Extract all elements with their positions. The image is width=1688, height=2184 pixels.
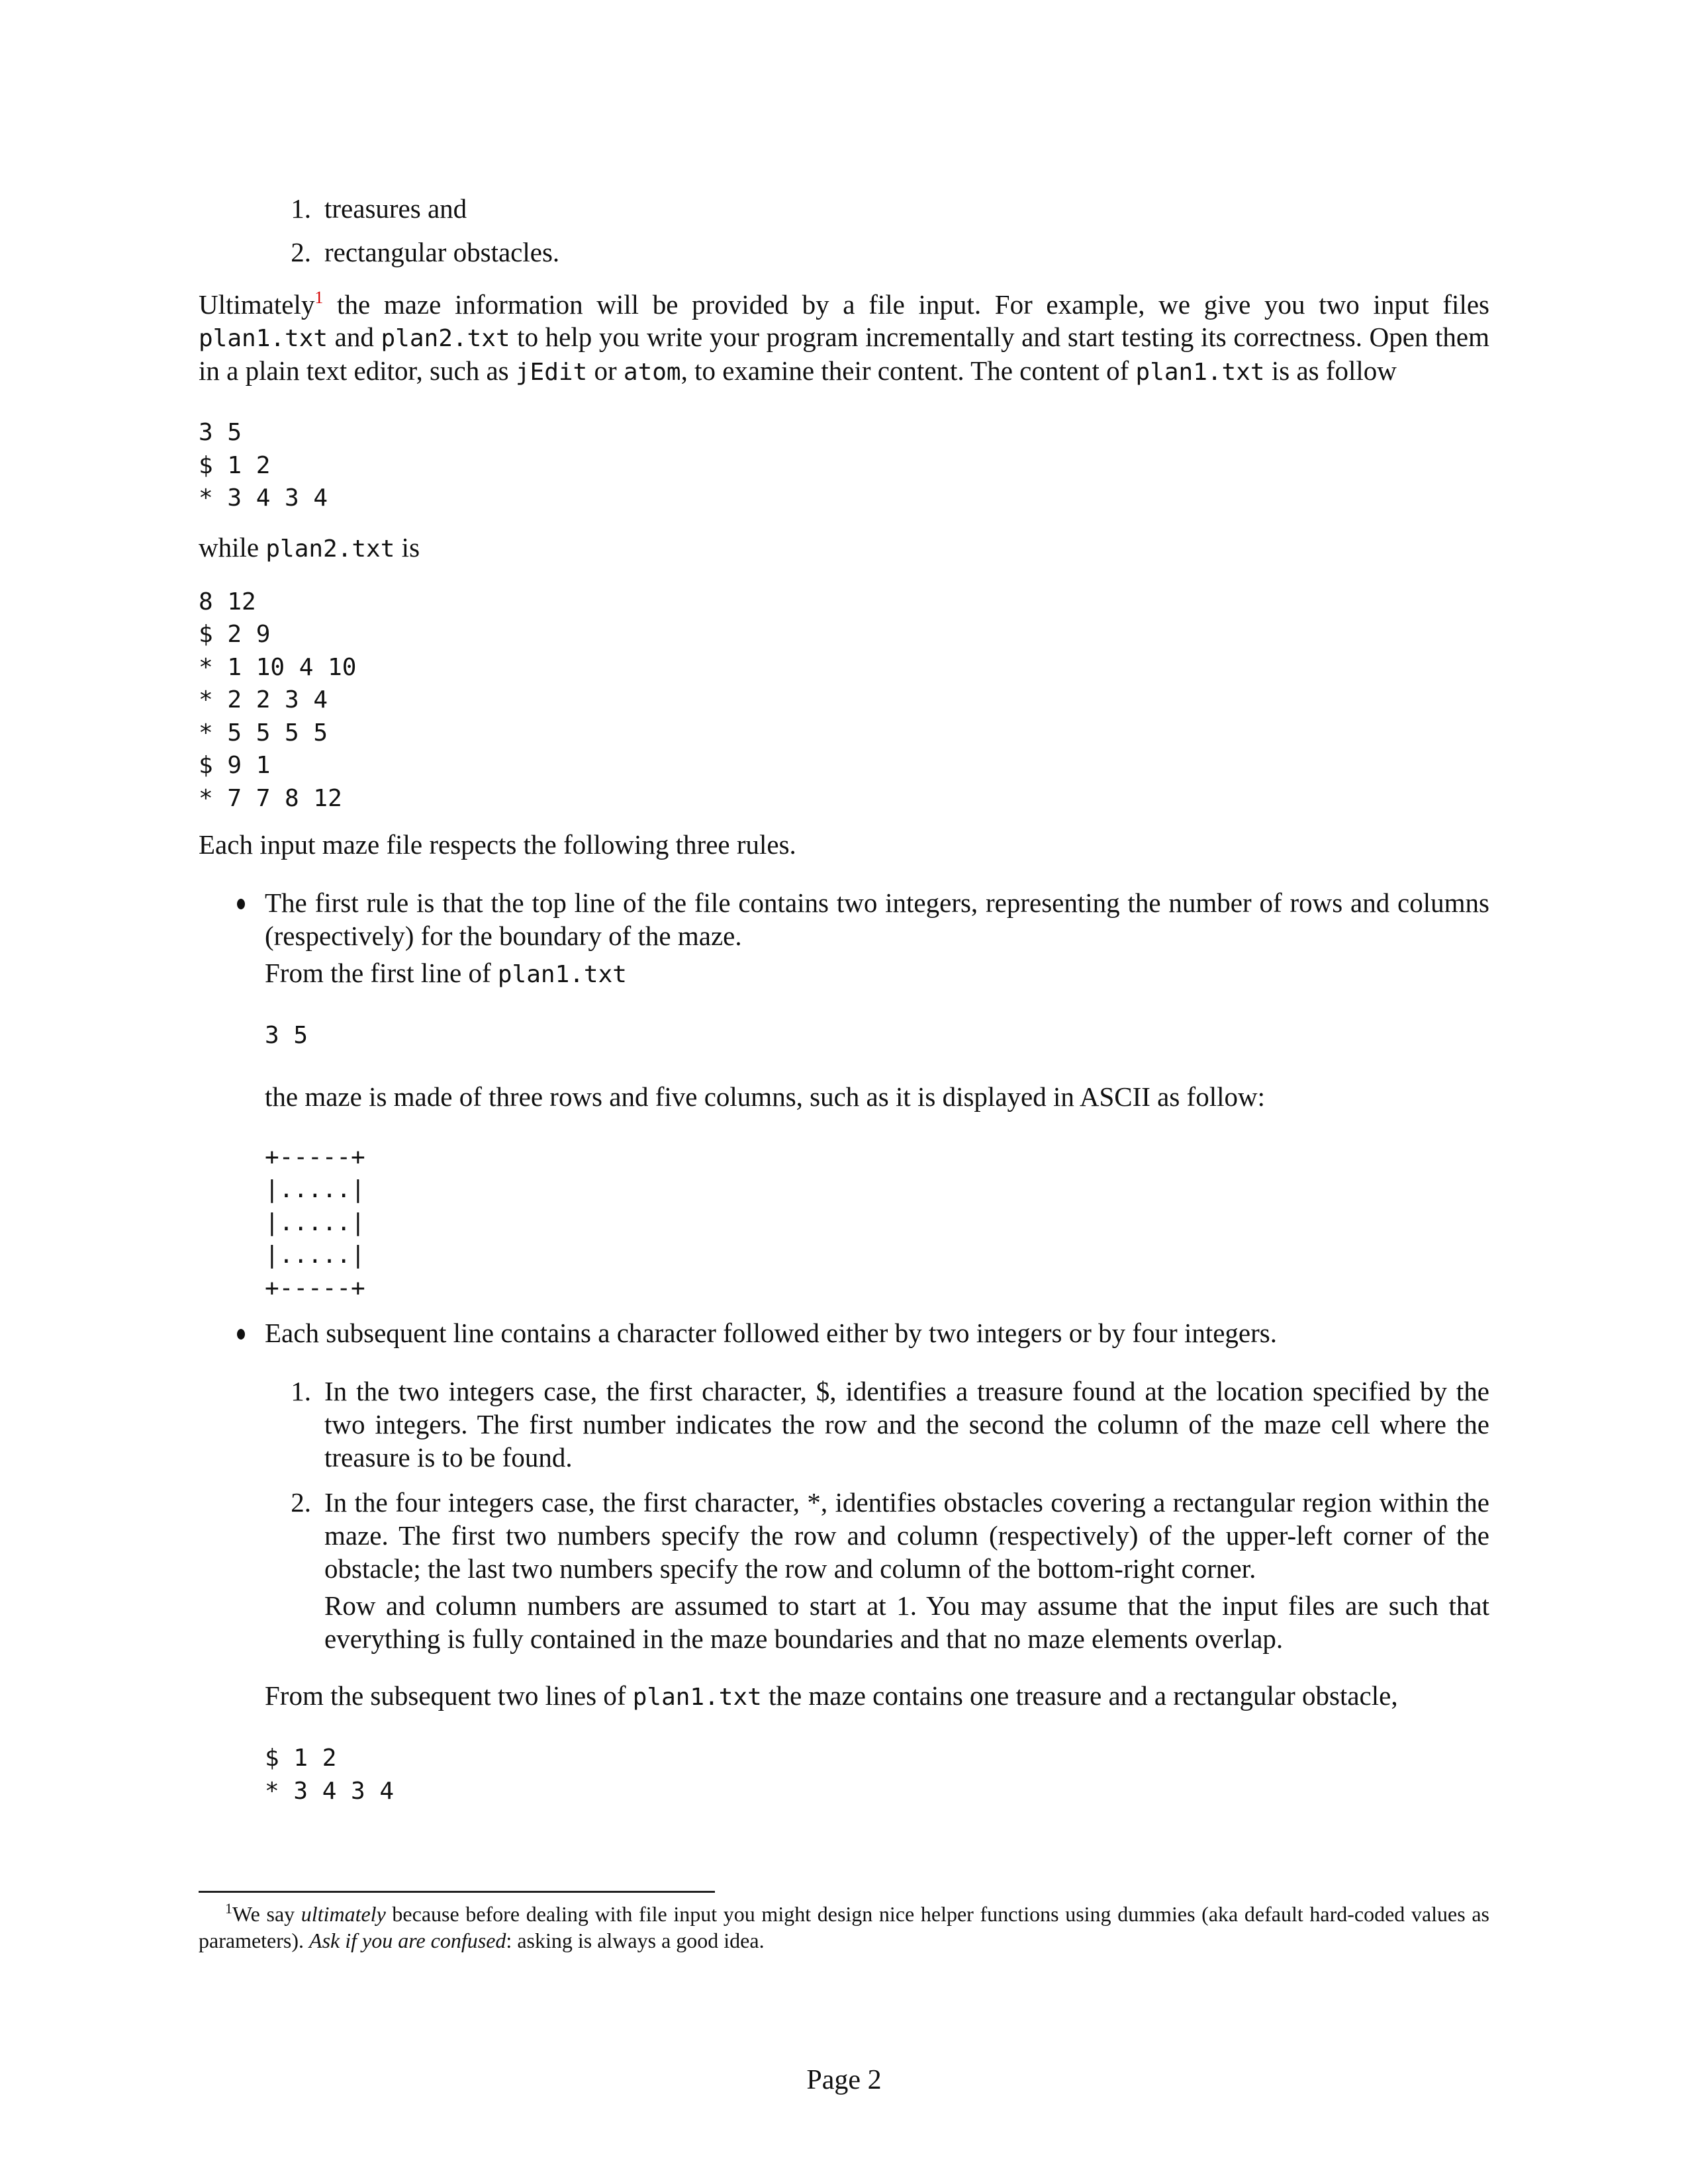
filename: plan1.txt <box>199 325 328 352</box>
text: because before dealing with file input you might design nice helper functions using dummies (aka default hard-coded values as parameters). <box>199 1902 1490 1952</box>
rules-list <box>199 886 1489 1807</box>
list-number: 1. <box>291 193 311 224</box>
bullet-icon <box>237 899 245 909</box>
ascii-maze: +-----+ |.....| |.....| |.....| +-----+ <box>265 1143 365 1302</box>
rule-item <box>199 886 1489 1304</box>
text: We say <box>232 1902 301 1926</box>
list-text: rectangular obstacles. <box>324 237 560 267</box>
page-body <box>199 192 1489 1807</box>
plan1-code-block: 3 5 $ 1 2 * 3 4 3 4 <box>199 419 328 512</box>
text: Ultimately <box>199 289 315 320</box>
footnote-divider <box>199 1891 715 1893</box>
text: while <box>199 531 266 563</box>
list-number: 2. <box>291 237 311 267</box>
rule1-maze-desc: the maze is made of three rows and five columns, such as it is displayed in ASCII as follow: <box>265 1081 1265 1112</box>
rule2-code-block: $ 1 2 * 3 4 3 4 <box>265 1745 395 1805</box>
sublist-item <box>265 1375 1489 1474</box>
text: or <box>587 355 624 386</box>
rule1-from <box>265 956 1489 991</box>
text: From the subsequent two lines of <box>265 1680 633 1711</box>
rule-item <box>199 1316 1489 1807</box>
emphasis: Ask if you are confused <box>309 1929 506 1952</box>
rule1-code-block: 3 5 <box>265 1022 308 1049</box>
editor-name: jEdit <box>515 359 588 386</box>
list-text: treasures and <box>324 193 467 224</box>
text: : asking is always a good idea. <box>506 1929 765 1952</box>
text: is <box>395 531 420 563</box>
list-number: 1. <box>291 1376 311 1406</box>
sublist-text: In the two integers case, the first character, $, identifies a treasure found at the location specified by the two integers. The first number indicates the row and the second the column of the maze cell where the treasure is to be found. <box>324 1376 1489 1473</box>
text: is as follow <box>1264 355 1397 386</box>
text: the maze contains one treasure and a rectangular obstacle, <box>761 1680 1398 1711</box>
filename: plan2.txt <box>381 325 510 352</box>
list-number: 2. <box>291 1487 311 1518</box>
footnote <box>199 1901 1489 1954</box>
text: the maze information will be provided by a file input. For example, we give you two input files <box>323 289 1489 320</box>
filename: plan1.txt <box>497 961 627 988</box>
bullet-icon <box>237 1329 245 1340</box>
filename: plan2.txt <box>265 535 395 563</box>
page-number: Page 2 <box>806 2065 882 2095</box>
text: to help you write your program incrementally and start testing its correctness. Open them in a plain text editor, such as <box>199 322 1489 386</box>
intro-paragraph <box>199 289 1489 388</box>
sublist-text: In the four integers case, the first character, *, identifies obstacles covering a rectangular region within the maze. The first two numbers specify the row and column (respectively) of the upper-left corner of the obstacle; the last two numbers specify the row and column of the bottom-right corner. <box>324 1487 1489 1584</box>
rule1-text: The first rule is that the top line of the file contains two integers, representing the number of rows and columns (respectively) for the boundary of the maze. <box>265 887 1489 951</box>
plan2-code-block: 8 12 $ 2 9 * 1 10 4 10 * 2 2 3 4 * 5 5 5 5 $ 9 1 * 7 7 8 12 <box>199 588 357 812</box>
list-item <box>285 236 1489 279</box>
text: , to examine their content. The content of <box>680 355 1136 386</box>
sublist-item <box>265 1486 1489 1655</box>
footnote-link[interactable]: 1 <box>314 288 324 307</box>
filename: plan1.txt <box>1135 359 1265 386</box>
rule2-text: Each subsequent line contains a character followed either by two integers or by four integers. <box>265 1318 1277 1348</box>
rule2-sublist <box>265 1375 1489 1655</box>
filename: plan1.txt <box>632 1684 762 1711</box>
rule2-from <box>265 1679 1489 1714</box>
emphasis: ultimately <box>301 1902 386 1926</box>
list-item <box>285 192 1489 236</box>
while-paragraph <box>199 531 1489 566</box>
text: From the first line of <box>265 958 498 988</box>
sublist-extra: Row and column numbers are assumed to start at 1. You may assume that the input files are such that everything is fully contained in the maze boundaries and that no maze elements overlap. <box>324 1590 1489 1654</box>
footnote-mark: 1 <box>225 1900 232 1917</box>
top-list <box>285 192 1489 279</box>
text: and <box>328 322 381 352</box>
editor-name: atom <box>623 359 681 386</box>
rules-intro: Each input maze file respects the following three rules. <box>199 829 796 860</box>
